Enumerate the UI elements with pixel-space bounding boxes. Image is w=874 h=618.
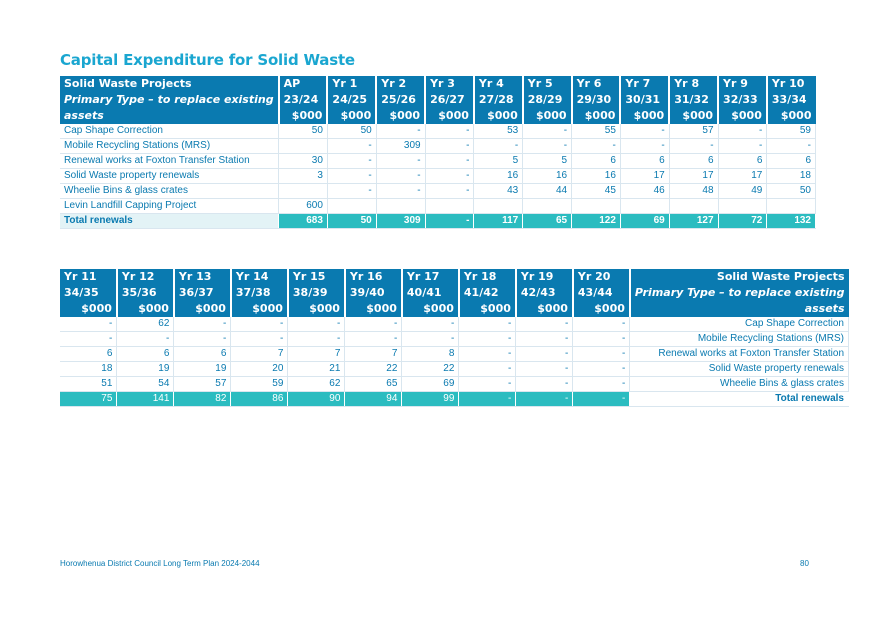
value-cell: 17 [718,169,767,184]
header-year-cell: $000 [117,301,174,317]
value-cell: - [516,377,573,392]
header-year-cell: 33/34 [767,92,816,108]
header-project-label: Solid Waste Projects [630,269,849,285]
header-row [60,269,849,285]
value-cell: - [516,317,573,332]
total-value-cell: 683 [279,214,328,229]
header-year-cell: $000 [516,301,573,317]
value-cell: - [288,332,345,347]
project-name-cell: Cap Shape Correction [630,317,849,332]
header-year-cell: Yr 7 [620,76,669,92]
total-value-cell: 141 [117,392,174,407]
value-cell: 7 [345,347,402,362]
header-year-cell: Yr 13 [174,269,231,285]
value-cell: - [327,169,376,184]
header-year-cell: $000 [60,301,117,317]
value-cell [376,199,425,214]
project-name-cell: Renewal works at Foxton Transfer Station [60,154,279,169]
table-row [60,377,849,392]
value-cell: - [573,362,630,377]
value-cell: - [288,317,345,332]
value-cell: 19 [174,362,231,377]
header-year-cell: Yr 1 [327,76,376,92]
value-cell: - [402,332,459,347]
value-cell: - [345,317,402,332]
header-year-cell: $000 [174,301,231,317]
project-name-cell: Cap Shape Correction [60,124,279,139]
header-year-cell: $000 [279,108,328,124]
total-row [60,214,816,229]
value-cell: - [376,169,425,184]
header-year-cell: Yr 20 [573,269,630,285]
value-cell: - [425,154,474,169]
page-title: Capital Expenditure for Solid Waste [60,51,355,69]
header-year-cell: Yr 2 [376,76,425,92]
value-cell: 6 [174,347,231,362]
value-cell: 57 [174,377,231,392]
value-cell: 6 [117,347,174,362]
value-cell: 6 [620,154,669,169]
total-value-cell: 50 [327,214,376,229]
value-cell: - [345,332,402,347]
header-row [60,108,816,124]
total-row [60,392,849,407]
header-year-cell: 35/36 [117,285,174,301]
table-row [60,154,816,169]
value-cell: - [573,317,630,332]
value-cell: 6 [669,154,718,169]
header-project-label: assets [60,108,279,124]
value-cell [279,139,328,154]
value-cell: - [767,139,816,154]
table-row [60,199,816,214]
header-year-cell: $000 [573,301,630,317]
table-row [60,184,816,199]
table-row [60,169,816,184]
project-name-cell: Mobile Recycling Stations (MRS) [60,139,279,154]
value-cell: - [620,139,669,154]
footer-document-title: Horowhenua District Council Long Term Plan 2024-2044 [60,559,260,568]
value-cell: - [516,332,573,347]
total-value-cell: 65 [523,214,572,229]
header-year-cell: 43/44 [573,285,630,301]
total-value-cell: - [573,392,630,407]
value-cell: 55 [572,124,621,139]
header-year-cell: Yr 11 [60,269,117,285]
header-year-cell: 25/26 [376,92,425,108]
value-cell: 17 [620,169,669,184]
header-year-cell: Yr 5 [523,76,572,92]
header-year-cell: $000 [231,301,288,317]
page-number: 80 [800,559,809,568]
value-cell: - [523,139,572,154]
value-cell: 22 [402,362,459,377]
value-cell: - [573,332,630,347]
value-cell: - [327,184,376,199]
value-cell: - [516,347,573,362]
total-value-cell: 86 [231,392,288,407]
value-cell: 6 [718,154,767,169]
value-cell: 309 [376,139,425,154]
header-year-cell: 38/39 [288,285,345,301]
value-cell: 62 [288,377,345,392]
value-cell: - [459,347,516,362]
header-year-cell: 26/27 [425,92,474,108]
header-row [60,76,816,92]
value-cell: 16 [474,169,523,184]
value-cell: - [174,317,231,332]
total-value-cell: - [516,392,573,407]
value-cell: 600 [279,199,328,214]
header-year-cell: 34/35 [60,285,117,301]
value-cell [620,199,669,214]
header-project-label: Primary Type – to replace existing [630,285,849,301]
value-cell: 20 [231,362,288,377]
total-value-cell: - [459,392,516,407]
value-cell: 50 [279,124,328,139]
value-cell [279,184,328,199]
value-cell: 8 [402,347,459,362]
table-row [60,124,816,139]
value-cell: 44 [523,184,572,199]
value-cell: - [60,317,117,332]
table-row [60,317,849,332]
value-cell: - [117,332,174,347]
total-value-cell: 82 [174,392,231,407]
value-cell: - [572,139,621,154]
value-cell [474,199,523,214]
value-cell: - [718,124,767,139]
project-name-cell: Solid Waste property renewals [630,362,849,377]
total-value-cell: 90 [288,392,345,407]
value-cell: 59 [231,377,288,392]
header-year-cell: Yr 4 [474,76,523,92]
table-row [60,347,849,362]
header-year-cell: Yr 16 [345,269,402,285]
total-label: Total renewals [630,392,849,407]
header-year-cell: Yr 19 [516,269,573,285]
value-cell: 48 [669,184,718,199]
total-value-cell: 99 [402,392,459,407]
value-cell: 69 [402,377,459,392]
header-year-cell: 39/40 [345,285,402,301]
value-cell: 5 [474,154,523,169]
value-cell: 16 [572,169,621,184]
value-cell: 30 [279,154,328,169]
value-cell: - [231,317,288,332]
total-value-cell: 69 [620,214,669,229]
value-cell: 50 [327,124,376,139]
value-cell: 49 [718,184,767,199]
value-cell: 3 [279,169,328,184]
value-cell: - [459,377,516,392]
value-cell: 57 [669,124,718,139]
value-cell: 6 [60,347,117,362]
capex-table-years-ap-10 [60,76,816,229]
header-year-cell: $000 [767,108,816,124]
value-cell: - [425,139,474,154]
value-cell: 6 [767,154,816,169]
header-year-cell: $000 [474,108,523,124]
header-year-cell: 40/41 [402,285,459,301]
value-cell: - [376,124,425,139]
value-cell: 7 [231,347,288,362]
header-year-cell: $000 [523,108,572,124]
header-year-cell: $000 [572,108,621,124]
header-year-cell: Yr 3 [425,76,474,92]
header-year-cell: $000 [669,108,718,124]
value-cell: - [459,332,516,347]
header-year-cell: 29/30 [572,92,621,108]
value-cell: 50 [767,184,816,199]
header-year-cell: $000 [718,108,767,124]
total-value-cell: 72 [718,214,767,229]
header-year-cell: 37/38 [231,285,288,301]
header-year-cell: 42/43 [516,285,573,301]
value-cell: 17 [669,169,718,184]
project-name-cell: Solid Waste property renewals [60,169,279,184]
value-cell: - [376,154,425,169]
header-row [60,92,816,108]
header-year-cell: Yr 10 [767,76,816,92]
total-value-cell: 309 [376,214,425,229]
header-year-cell: $000 [376,108,425,124]
value-cell: - [327,154,376,169]
header-row [60,301,849,317]
header-year-cell: $000 [288,301,345,317]
total-value-cell: 127 [669,214,718,229]
project-name-cell: Mobile Recycling Stations (MRS) [630,332,849,347]
value-cell: 53 [474,124,523,139]
header-year-cell: $000 [402,301,459,317]
header-year-cell: 30/31 [620,92,669,108]
header-year-cell: 23/24 [279,92,328,108]
value-cell: 18 [60,362,117,377]
header-year-cell: Yr 12 [117,269,174,285]
value-cell: 54 [117,377,174,392]
header-year-cell: Yr 15 [288,269,345,285]
value-cell: 18 [767,169,816,184]
value-cell [572,199,621,214]
value-cell [669,199,718,214]
value-cell: - [523,124,572,139]
total-value-cell: 94 [345,392,402,407]
value-cell: - [474,139,523,154]
value-cell: 46 [620,184,669,199]
value-cell: 22 [345,362,402,377]
total-value-cell: 122 [572,214,621,229]
value-cell: 45 [572,184,621,199]
value-cell: 59 [767,124,816,139]
value-cell: - [231,332,288,347]
header-year-cell: $000 [425,108,474,124]
value-cell: - [669,139,718,154]
value-cell: - [459,362,516,377]
header-year-cell: $000 [345,301,402,317]
value-cell: 62 [117,317,174,332]
value-cell: 51 [60,377,117,392]
header-year-cell: Yr 6 [572,76,621,92]
value-cell [327,199,376,214]
value-cell [425,199,474,214]
value-cell: 16 [523,169,572,184]
value-cell [523,199,572,214]
table-row [60,332,849,347]
value-cell: - [516,362,573,377]
header-year-cell: 24/25 [327,92,376,108]
value-cell: - [573,347,630,362]
table-row [60,362,849,377]
total-value-cell: 132 [767,214,816,229]
header-year-cell: $000 [459,301,516,317]
project-name-cell: Wheelie Bins & glass crates [630,377,849,392]
header-project-label: Solid Waste Projects [60,76,279,92]
project-name-cell: Renewal works at Foxton Transfer Station [630,347,849,362]
header-row [60,285,849,301]
value-cell: - [425,169,474,184]
total-value-cell: 75 [60,392,117,407]
value-cell: 19 [117,362,174,377]
header-year-cell: 31/32 [669,92,718,108]
capex-table-years-11-20 [60,269,849,407]
value-cell: - [174,332,231,347]
total-value-cell: - [425,214,474,229]
value-cell: - [402,317,459,332]
value-cell: 5 [523,154,572,169]
value-cell: 21 [288,362,345,377]
header-year-cell: Yr 14 [231,269,288,285]
header-year-cell: 41/42 [459,285,516,301]
header-year-cell: 36/37 [174,285,231,301]
header-year-cell: Yr 9 [718,76,767,92]
header-year-cell: $000 [327,108,376,124]
header-year-cell: Yr 17 [402,269,459,285]
value-cell: 43 [474,184,523,199]
total-value-cell: 117 [474,214,523,229]
value-cell: - [425,184,474,199]
value-cell: 65 [345,377,402,392]
table-row [60,139,816,154]
value-cell: - [376,184,425,199]
header-year-cell: 28/29 [523,92,572,108]
value-cell: - [425,124,474,139]
header-year-cell: AP [279,76,328,92]
value-cell: - [573,377,630,392]
value-cell: - [718,139,767,154]
value-cell: 7 [288,347,345,362]
value-cell [718,199,767,214]
project-name-cell: Wheelie Bins & glass crates [60,184,279,199]
header-project-label: assets [630,301,849,317]
header-year-cell: 27/28 [474,92,523,108]
value-cell: - [327,139,376,154]
header-year-cell: 32/33 [718,92,767,108]
project-name-cell: Levin Landfill Capping Project [60,199,279,214]
total-label: Total renewals [60,214,279,229]
header-year-cell: $000 [620,108,669,124]
header-year-cell: Yr 8 [669,76,718,92]
value-cell: 6 [572,154,621,169]
value-cell: - [459,317,516,332]
value-cell: - [620,124,669,139]
header-year-cell: Yr 18 [459,269,516,285]
value-cell: - [60,332,117,347]
header-project-label: Primary Type – to replace existing [60,92,279,108]
value-cell [767,199,816,214]
